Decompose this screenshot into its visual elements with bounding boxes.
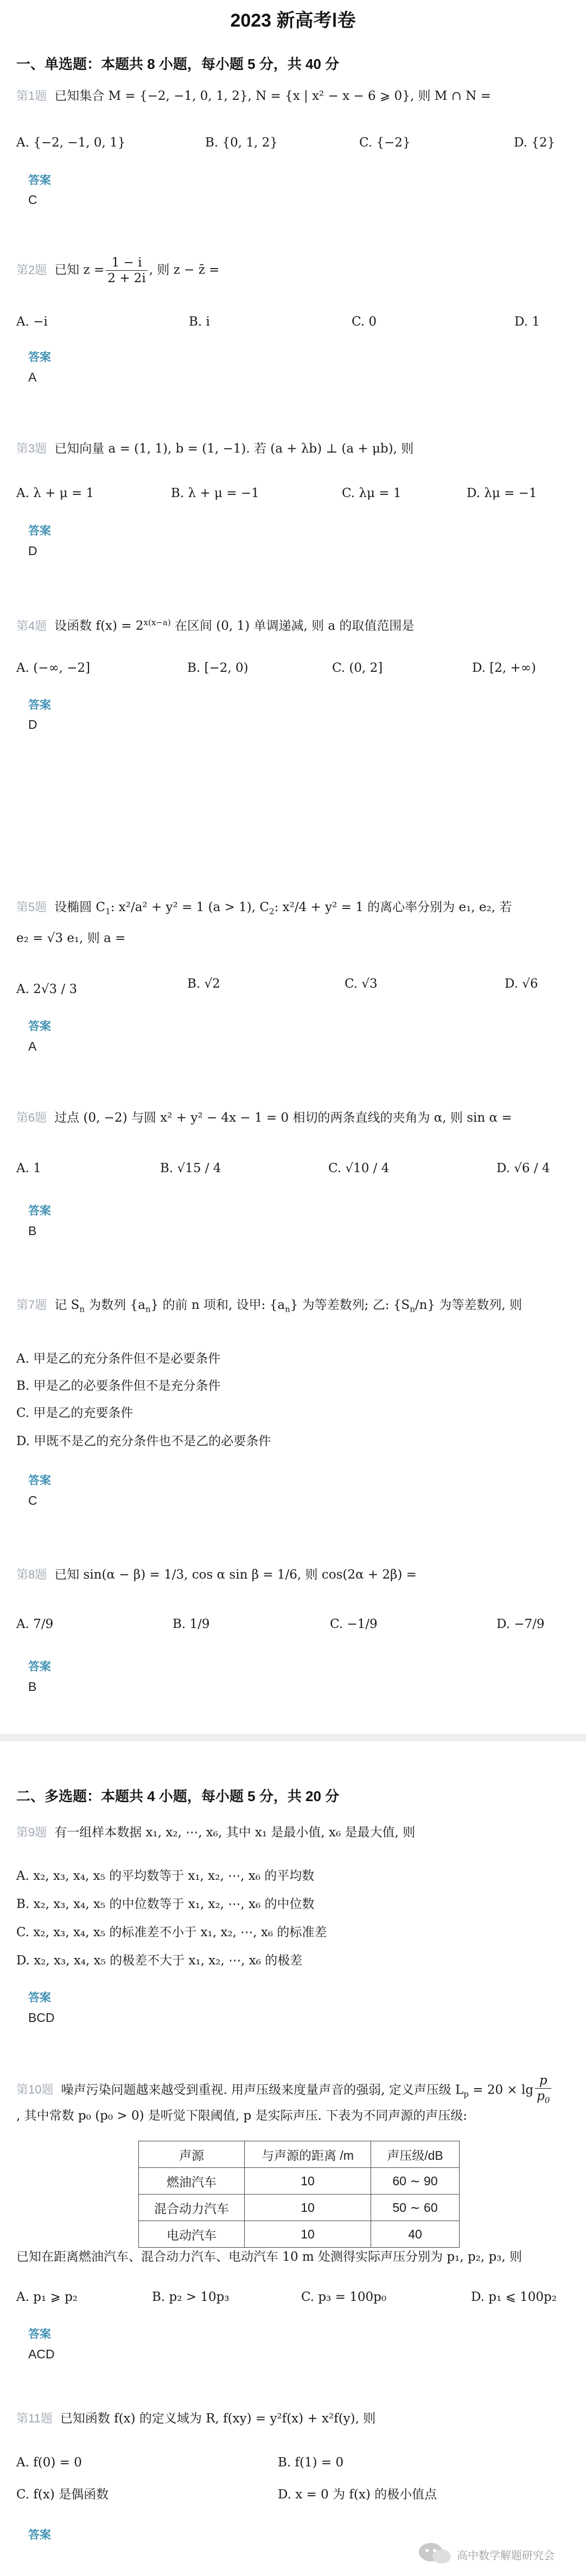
option-c: C. 甲是乙的充要条件	[16, 1406, 133, 1420]
table-cell: 10	[245, 2221, 371, 2248]
option-b: B. 甲是乙的必要条件但不是充分条件	[16, 1379, 221, 1393]
option-d: D. x = 0 为 f(x) 的极小值点	[278, 2488, 437, 2502]
answer-label: 答案	[28, 1020, 51, 1033]
answer-value: BCD	[28, 2011, 55, 2025]
question-5-stem-line2: e₂ = √3 e₁, 则 a =	[16, 931, 126, 945]
answer-label: 答案	[28, 2529, 51, 2541]
option-c: C. p₃ = 100p₀	[301, 2290, 387, 2304]
option-d: D. 1	[514, 315, 540, 329]
answer-value: C	[28, 193, 37, 207]
question-2-stem	[16, 255, 570, 286]
option-b: B. i	[189, 315, 210, 329]
option-b: B. x₂, x₃, x₄, x₅ 的中位数等于 x₁, x₂, ⋯, x₆ 的中位数	[16, 1897, 315, 1911]
exam-title: 2023 新高考Ⅰ卷	[230, 10, 356, 31]
option-d: D. √6	[505, 977, 538, 991]
question-text-tail: , 则 z − z̄ =	[149, 263, 220, 277]
section-heading-multiple-choice: 二、多选题：本题共 4 小题，每小题 5 分，共 20 分	[16, 1788, 340, 1804]
question-text: } 为等差数列; 乙: {S	[290, 1298, 410, 1312]
question-number: 第4题	[16, 619, 47, 633]
section-heading-single-choice: 一、单选题：本题共 8 小题，每小题 5 分，共 40 分	[16, 56, 340, 72]
question-4-stem	[16, 613, 570, 635]
table-header: 声源	[139, 2141, 245, 2168]
question-3-stem	[16, 440, 570, 458]
option-a: A. (−∞, −2]	[16, 661, 91, 675]
question-number: 第10题	[16, 2083, 54, 2097]
question-number: 第7题	[16, 1298, 47, 1312]
answer-label: 答案	[28, 174, 51, 187]
answer-label: 答案	[28, 1992, 51, 2004]
option-d: D. 甲既不是乙的充分条件也不是乙的必要条件	[16, 1434, 271, 1448]
sound-level-table	[138, 2141, 460, 2248]
exponent: x(x−a)	[143, 618, 171, 627]
option-a: A. f(0) = 0	[16, 2456, 82, 2470]
question-number: 第6题	[16, 1111, 47, 1124]
option-c: C. −1/9	[330, 1617, 378, 1631]
question-number: 第3题	[16, 442, 47, 455]
answer-label: 答案	[28, 1661, 51, 1673]
question-11-stem	[16, 2409, 570, 2428]
option-a: A. 1	[16, 1161, 41, 1175]
table-cell: 40	[371, 2221, 460, 2248]
question-number: 第8题	[16, 1568, 47, 1581]
question-text: } 的前 n 项和, 设甲: {a	[150, 1298, 285, 1312]
question-8-stem	[16, 1566, 570, 1584]
option-a: A. x₂, x₃, x₄, x₅ 的平均数等于 x₁, x₂, ⋯, x₆ 的平均数	[16, 1869, 315, 1883]
option-d: D. −7/9	[496, 1617, 545, 1631]
table-header-row	[139, 2141, 460, 2168]
option-d: D. p₁ ⩽ 100p₂	[471, 2290, 557, 2304]
question-text: 有一组样本数据 x₁, x₂, ⋯, x₆, 其中 x₁ 是最小值, x₆ 是最大值, 则	[54, 1826, 416, 1840]
answer-value: D	[28, 544, 37, 558]
option-a: A. 7/9	[16, 1617, 54, 1631]
question-text: = 20 × lg	[468, 2083, 534, 2097]
question-7-stem: 第7题 记 $S_n$ 为数列 $\{a_n\}$ 的前 n 项和, 设甲: $\{a_n\}$ 为等差数列; 乙: $\{S_n/n\}$ 为等差数列, 则	[16, 1298, 523, 1314]
question-10-condition: 已知在距离燃油汽车、混合动力汽车、电动汽车 10 m 处测得实际声压分别为 p₁, p₂, p₃, 则	[16, 2250, 523, 2264]
option-c: C. f(x) 是偶函数	[16, 2488, 109, 2502]
fraction-p-over-p0: $\frac{p}{p_0}$	[535, 2073, 551, 2108]
question-text: 已知向量 a = (1, 1), b = (1, −1). 若 (a + λb) ⊥ (a + μb), 则	[54, 442, 414, 456]
answer-label: 答案	[28, 1205, 51, 1217]
option-c: C. {−2}	[359, 136, 411, 150]
option-d: D. {2}	[514, 136, 556, 150]
table-row	[139, 2168, 460, 2195]
question-10-stem: 第10题 噪声污染问题越来越受到重视. 用声压级来度量声音的强弱, 定义声压级 $L_p = 20 \times \lg$ $\frac{p}{p_0}$	[16, 2073, 570, 2108]
option-d: D. x₂, x₃, x₄, x₅ 的极差不大于 x₁, x₂, ⋯, x₆ 的极差	[16, 1954, 303, 1968]
option-b: B. √15 / 4	[160, 1161, 221, 1175]
answer-label: 答案	[28, 351, 51, 364]
table-cell: 10	[245, 2195, 371, 2221]
answer-value: ACD	[28, 2347, 55, 2361]
question-text: 记 S	[54, 1298, 80, 1312]
option-c: C. (0, 2]	[332, 661, 383, 675]
table-cell: 燃油汽车	[139, 2168, 245, 2195]
question-number: 第5题	[16, 900, 47, 914]
answer-value: A	[28, 1039, 37, 1053]
option-d: D. [2, +∞)	[472, 661, 536, 675]
table-cell: 混合动力汽车	[139, 2195, 245, 2221]
table-header: 与声源的距离 /m	[245, 2141, 371, 2168]
fraction-denominator: 2 + 2i	[107, 271, 146, 285]
answer-value: A	[28, 370, 37, 384]
option-d: D. λμ = −1	[467, 486, 537, 500]
option-b: B. f(1) = 0	[278, 2456, 344, 2470]
option-a: A. 2√3 / 3	[16, 982, 78, 996]
question-5-stem: 第5题 设椭圆 $C_1$: x²/a² + y² = 1 (a > 1), $C_2$: x²/4 + y² = 1 的离心率分别为 e₁, e₂, 若	[16, 900, 512, 917]
fraction	[106, 255, 148, 286]
table-cell: 电动汽车	[139, 2221, 245, 2248]
question-text: /n} 为等差数列, 则	[415, 1298, 523, 1312]
answer-value: B	[28, 1680, 37, 1694]
question-text-tail: 在区间 (0, 1) 单调递减, 则 a 的取值范围是	[174, 619, 415, 633]
question-10-stem-line2: , 其中常数 p₀ (p₀ > 0) 是听觉下限阈值, p 是实际声压. 下表为不同声源的声压级:	[16, 2109, 467, 2123]
question-text: : x²/a² + y² = 1 (a > 1), C	[110, 900, 270, 914]
table-row	[139, 2195, 460, 2221]
option-c: C. λμ = 1	[342, 486, 402, 500]
question-9-stem	[16, 1823, 570, 1842]
option-a: A. −i	[16, 315, 48, 329]
table-header: 声压级/dB	[371, 2141, 460, 2168]
table-cell: 10	[245, 2168, 371, 2195]
option-b: B. λ + μ = −1	[171, 486, 259, 500]
option-b: B. {0, 1, 2}	[205, 136, 278, 150]
watermark	[412, 2532, 575, 2569]
option-a: A. λ + μ = 1	[16, 486, 94, 500]
question-text: : x²/4 + y² = 1 的离心率分别为 e₁, e₂, 若	[274, 900, 512, 914]
option-c: C. √10 / 4	[328, 1161, 390, 1175]
answer-label: 答案	[28, 699, 51, 711]
option-a: A. {−2, −1, 0, 1}	[16, 136, 126, 150]
option-b: B. 1/9	[173, 1617, 210, 1631]
answer-value: C	[28, 1493, 37, 1508]
question-text: 为数列 {a	[85, 1298, 145, 1312]
table-cell: 60 ∼ 90	[371, 2168, 460, 2195]
option-b: B. √2	[187, 977, 220, 991]
answer-label: 答案	[28, 1474, 51, 1487]
option-a: A. 甲是乙的充分条件但不是必要条件	[16, 1352, 221, 1366]
option-c: C. 0	[352, 315, 377, 329]
question-text: 已知 z =	[54, 263, 105, 277]
fraction-numerator: 1 − i	[106, 255, 148, 271]
table-row	[139, 2221, 460, 2248]
answer-label: 答案	[28, 525, 51, 537]
answer-value: D	[28, 717, 37, 732]
answer-value: B	[28, 1224, 37, 1238]
option-c: C. √3	[345, 977, 378, 991]
option-d: D. √6 / 4	[496, 1161, 550, 1175]
question-text: 已知集合 M = {−2, −1, 0, 1, 2}, N = {x | x² − x − 6 ⩾ 0}, 则 M ∩ N =	[54, 89, 491, 103]
question-1-stem	[16, 87, 570, 105]
question-number: 第2题	[16, 263, 47, 277]
section-divider	[0, 1734, 586, 1741]
question-text: 已知 sin(α − β) = 1/3, cos α sin β = 1/6, 则 cos(2α + 2β) =	[54, 1568, 417, 1582]
question-number: 第11题	[16, 2412, 53, 2425]
question-text: 噪声污染问题越来越受到重视. 用声压级来度量声音的强弱, 定义声压级 L	[61, 2083, 464, 2097]
option-a: A. p₁ ⩾ p₂	[16, 2290, 78, 2304]
option-b: B. [−2, 0)	[187, 661, 249, 675]
question-number: 第1题	[16, 89, 47, 103]
question-text: 已知函数 f(x) 的定义域为 R, f(xy) = y²f(x) + x²f(y), 则	[60, 2412, 376, 2426]
question-number: 第9题	[16, 1826, 47, 1839]
question-text: 设椭圆 C	[54, 900, 106, 914]
option-c: C. x₂, x₃, x₄, x₅ 的标准差不小于 x₁, x₂, ⋯, x₆ 的标准差	[16, 1925, 327, 1939]
watermark-text: 高中数学解题研究会	[457, 2550, 555, 2562]
question-6-stem	[16, 1109, 570, 1127]
option-b: B. p₂ > 10p₃	[152, 2290, 230, 2304]
question-text: 设函数 f(x) = 2	[54, 619, 144, 633]
table-cell: 50 ∼ 60	[371, 2195, 460, 2221]
answer-label: 答案	[28, 2328, 51, 2340]
question-text: 过点 (0, −2) 与圆 x² + y² − 4x − 1 = 0 相切的两条直线的夹角为 α, 则 sin α =	[54, 1111, 512, 1125]
